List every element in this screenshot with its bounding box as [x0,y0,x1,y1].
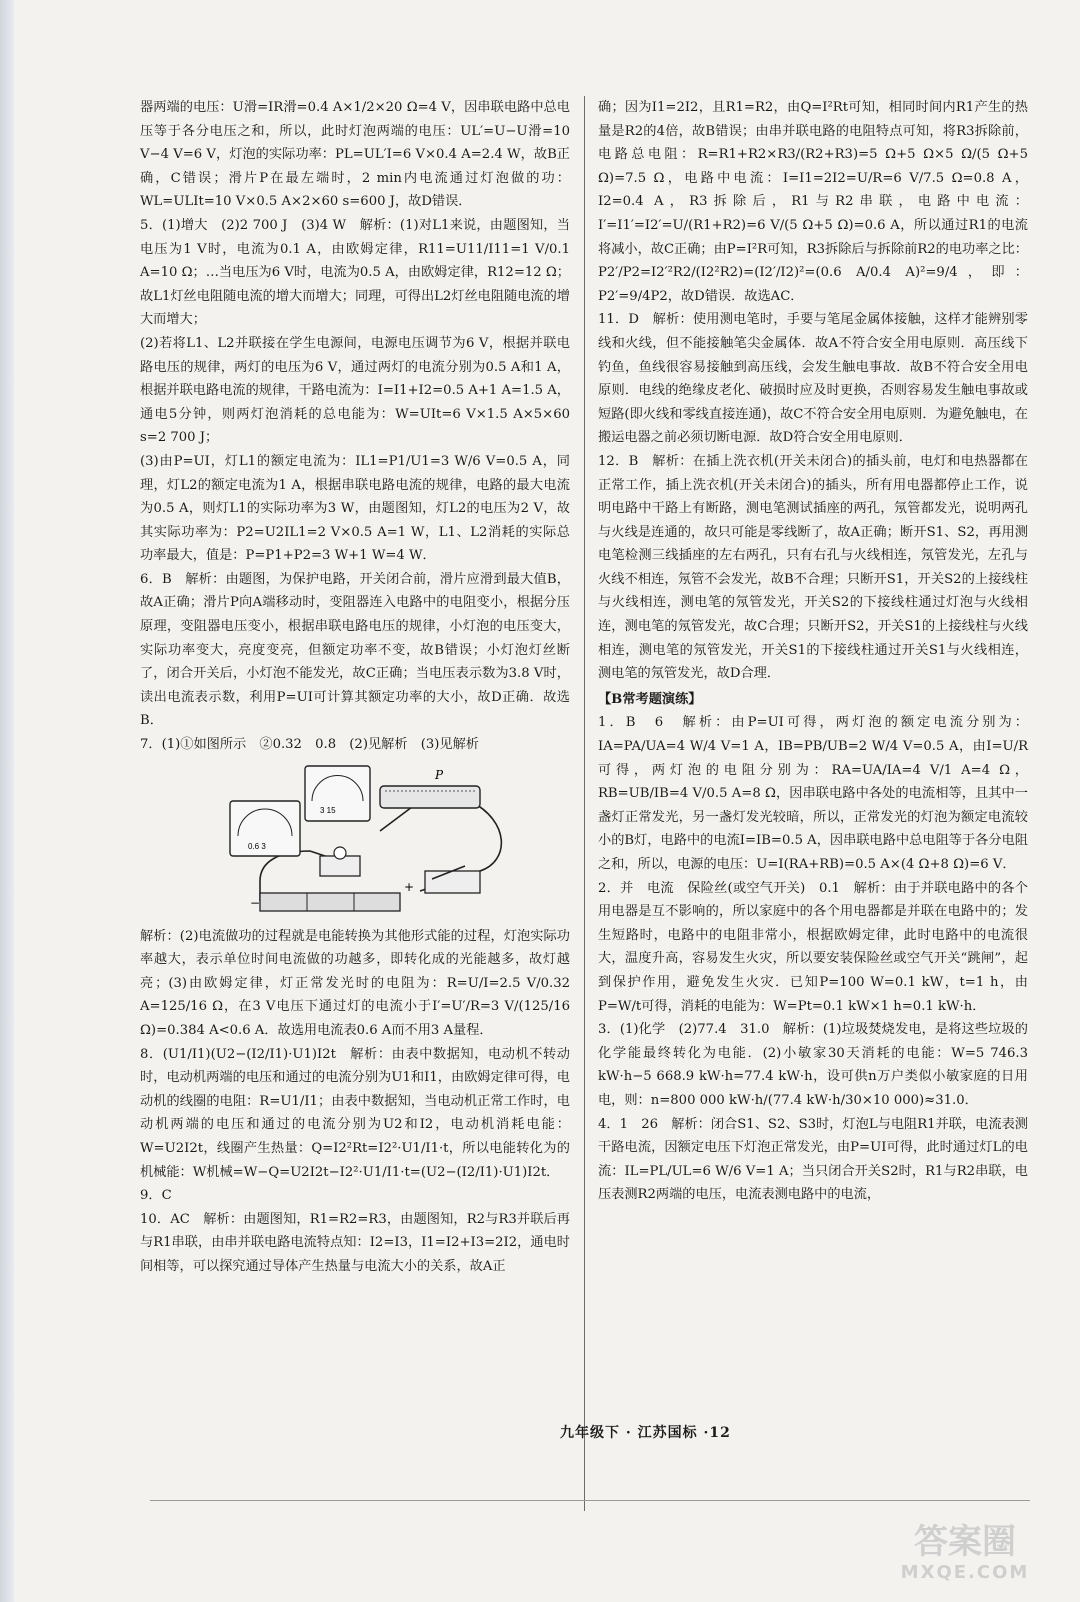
left-column [140,96,570,1279]
battery-pack [250,880,414,911]
bottom-rule [150,1500,1030,1501]
circuit-diagram [220,761,520,921]
answer-item-7-explanation: 解析：(2)电流做功的过程就是电能转换为其他形式能的过程，灯泡实际功率越大，表示单位时间电流做的功越多，即转化成的光能越多，故灯越亮；(3)由欧姆定律，灯正常发光时的电阻为：R=U/I=2.5 V/0.32 A=125/16 Ω，在3 V电压下通过灯的电流小于I′=U′/R=3 V/(125/16 Ω)=0.384 A<0.6 A．故选用电流表0.6 A而不用3 A量程． [140,928,570,1038]
switch [425,866,480,893]
answer-b-item-1: 1．B 6 解析：由P=UI可得，两灯泡的额定电流分别为：IA=PA/UA=4 W/4 V=1 A，IB=PB/UB=2 W/4 V=0.5 A，由I=U/R可得，两灯泡的电阻分别为：RA=UA/IA=4 V/1 A=4 Ω，RB=UB/IB=4 V/0.5 A=8 Ω，因串联电路中各处的电流相等，且其中一盏灯正常发光，另一盏灯发光较暗，所以，正常发光的灯泡为额定电流较小的B灯，电路中的电流I=IB=0.5 A，因串联电路中总电阻等于各分电阻之和，所以，电源的电压：U=I(RA+RB)=0.5 A×(4 Ω+8 Ω)=6 V． [598,715,1028,872]
answer-item-8: 8．(U1/I1)(U2−(I2/I1)·U1)I2t 解析：由表中数据知，电动机不转动时，电动机两端的电压和通过的电流分别为U1和I1，由欧姆定律可得，电动机的线圈的电阻：R=U1/I1；由表中数据知，当电动机正常工作时，电动机两端的电压和通过的电流分别为U2和I2，电动机消耗电能：W=U2I2t，线圈产生热量：Q=I2²Rt=I2²·U1/I1·t，所以电能转化为的机械能：W机械=W−Q=U2I2t−I2²·U1/I1·t=(U2−(I2/I1)·U1)I2t． [140,1046,570,1180]
answer-b-item-4: 4．1 26 解析：闭合S1、S2、S3时，灯泡L与电阻R1并联，电流表测干路电流，因额定电压下灯泡正常发光，由P=UI可得，此时通过灯L的电流：IL=PL/UL=6 W/6 V=1 A；当只闭合开关S2时，R1与R2串联，电压表测R2两端的电压，电流表测电路中的电流， [598,1116,1028,1203]
voltmeter-marks: 3 15 [320,805,336,815]
answer-item-12: 12．B 解析：在插上洗衣机(开关未闭合)的插头前，电灯和电热器都在正常工作，插上洗衣机(开关未闭合)的插头，所有用电器都停止工作，说明电路中干路上有断路，测电笔测试插座的两孔，氖管都发光，说明两孔与火线是连通的，故只可能是零线断了，故A正确；断开S1、S2，再用测电笔检测三线插座的左右两孔，只有右孔与火线相连，氖管发光，左孔与火线不相连，氖管不会发光，故B不合理；只断开S1，开关S2的上接线柱与火线相连，测电笔的氖管发光，开关S2的下接线柱通过灯泡与火线相连，测电笔的氖管发光，故C合理；只断开S2，开关S1的上接线柱与火线相连，测电笔的氖管发光，开关S1的下接线柱通过开关S1与火线相连，测电笔的氖管发光，故D合理． [598,453,1028,682]
answer-item-5-part-2: (2)若将L1、L2并联接在学生电源间，电源电压调节为6 V，根据并联电路电压的规律，两灯的电压为6 V，通过两灯的电流分别为0.5 A和1 A，根据并联电路电流的规律，干路电流为：I=I1+I2=0.5 A+1 A=1.5 A，通电5分钟，则两灯泡消耗的总电能为：W=UIt=6 V×1.5 A×5×60 s=2 700 J； [140,335,570,446]
answer-b-item-2: 2．并 电流 保险丝(或空气开关) 0.1 解析：由于并联电路中的各个用电器是互不影响的，所以家庭中的各个用电器都是并联在电路中的；发生短路时，电路中的电阻非常小，根据欧姆定律，此时电路中的电流很大，温度升高，容易发生火灾，所以要安装保险丝或空气开关“跳闸”，起到保护作用，避免发生火灾．已知P=100 W=0.1 kW，t=1 h，由P=W/t可得，消耗的电能为：W=Pt=0.1 kW×1 h=0.1 kW·h． [598,880,1028,1014]
answer-item-10: 10．AC 解析：由题图知，R1=R2=R3，由题图知，R2与R3并联后再与R1串联，由串并联电路电流特点知：I2=I3，I1=I2+I3=2I2，通电时间相等，可以探究通过导体产生热量与电流大小的关系，故A正 [140,1211,570,1274]
answer-item-10-continued: 确；因为I1=2I2，且R1=R2，由Q=I²Rt可知，相同时间内R1产生的热量是R2的4倍，故B错误；由串并联电路的电阻特点可知，将R3拆除前，电路总电阻：R=R1+R2×R3/(R2+R3)=5 Ω+5 Ω×5 Ω/(5 Ω+5 Ω)=7.5 Ω，电路中电流：I=I1=2I2=U/R=6 V/7.5 Ω=0.8 A，I2=0.4 A，R3拆除后，R1与R2串联，电路中电流：I′=I1′=I2′=U/(R1+R2)=6 V/(5 Ω+5 Ω)=0.6 A，所以通过R1的电流将减小，故C正确；由P=I²R可知，R3拆除后与拆除前R2的电功率之比：P2′/P2=I2′²R2/(I2²R2)=(I2′/I2)²=(0.6 A/0.4 A)²=9/4，即：P2′=9/4P2，故D错误．故选AC． [598,100,1028,304]
answer-b-item-3: 3．(1)化学 (2)77.4 31.0 解析：(1)垃圾焚烧发电，是将这些垃圾的化学能最终转化为电能．(2)小敏家30天消耗的电能：W=5 746.3 kW·h−5 668.9 kW·h=77.4 kW·h，设可供n万户类似小敏家庭的日用电，则：n=800 000 kW·h/(77.4 kW·h/30×10 000)≈31.0． [598,1022,1028,1108]
answer-page [140,96,1040,1516]
section-heading: 【B常考题演练】 [598,691,702,707]
ammeter [230,801,300,856]
battery-minus-label: − [250,895,261,910]
answer-item-6: 6．B 解析：由题图，为保护电路，开关闭合前，滑片应滑到最大值B，故A正确；滑片P向A端移动时，变阻器连入电路中的电阻变小，根据分压原理，变阻器电压变小，根据串联电路电压的规律，小灯泡的电压变大，实际功率变大，亮度变亮，但额定功率不变，故B错误；小灯泡灯丝断了，闭合开关后，小灯泡不能发光，故C正确；当电压表示数为3.8 V时，读出电流表示数，利用P=UI可计算其额定功率的大小，故D正确．故选B． [140,571,570,729]
answer-item-5: 5．(1)增大 (2)2 700 J (3)4 W 解析：(1)对L1来说，由题图知，当电压为1 V时，电流为0.1 A，由欧姆定律，R11=U11/I11=1 V/0.1 A=10 Ω；…当电压为6 V时，电流为0.5 A，由欧姆定律，R12=12 Ω；故L1灯丝电阻随电流的增大而增大；同理，可得出L2灯丝电阻随电流的增大而增大； [140,217,570,328]
answer-paragraph: 器两端的电压：U滑=IR滑=0.4 A×1/2×20 Ω=4 V，因串联电路中总电压等于各分电压之和，所以，此时灯泡两端的电压：UL′=U−U滑=10 V−4 V=6 V，灯泡的实际功率：PL=UL′I=6 V×0.4 A=2.4 W，故B正确，C错误；滑片P在最左端时，2 min内电流通过灯泡做的功：WL=ULIt=10 V×0.5 A×2×60 s=600 J，故D错误． [140,100,570,210]
watermark-title: 答案圈 [914,1522,1016,1562]
circuit-figure [220,761,520,921]
answer-item-7: 7．(1)①如图所示 ②0.32 0.8 (2)见解析 (3)见解析 [140,737,479,753]
answer-item-5-part-3: (3)由P=UI，灯L1的额定电流为：IL1=P1/U1=3 W/6 V=0.5 A，同理，灯L2的额定电流为1 A，根据串联电路电流的规律，电路的最大电流为0.5 A，则灯L1的实际功率为3 W，由题图知，灯L2的电压为2 V，故其实际功率为：P2=U2IL1=2 V×0.5 A=1 W，L1、L2消耗的实际总功率最大，值是：P=P1+P2=3 W+1 W=4 W． [140,453,570,564]
watermark-logo [880,1522,1050,1592]
battery-plus-label: + [404,879,415,894]
answer-item-11: 11．D 解析：使用测电笔时，手要与笔尾金属体接触，这样才能辨别零线和火线，但不能接触笔尖金属体．故A不符合安全用电原则．高压线下钓鱼，鱼线很容易接触到高压线，会发生触电事故．故B不符合安全用电原则．电线的绝缘皮老化、破损时应及时更换，否则容易发生触电事故或短路(即火线和零线直接连通)，故C不符合安全用电原则．为避免触电，在搬运电器之前必须切断电源．故D符合安全用电原则． [598,312,1028,446]
watermark-url: MXQE.COM [900,1562,1030,1583]
lamp [320,847,360,876]
page-footer: 九年级下 · 江苏国标 ·12 [560,1425,731,1441]
voltmeter [305,766,370,821]
right-column [598,96,1028,1207]
page-binding-edge [0,0,14,1602]
slider-label-p: P [435,767,444,782]
column-divider [584,96,585,1511]
ammeter-marks: 0.6 3 [248,841,266,851]
rheostat [380,768,480,808]
answer-item-9: 9．C [140,1188,172,1204]
